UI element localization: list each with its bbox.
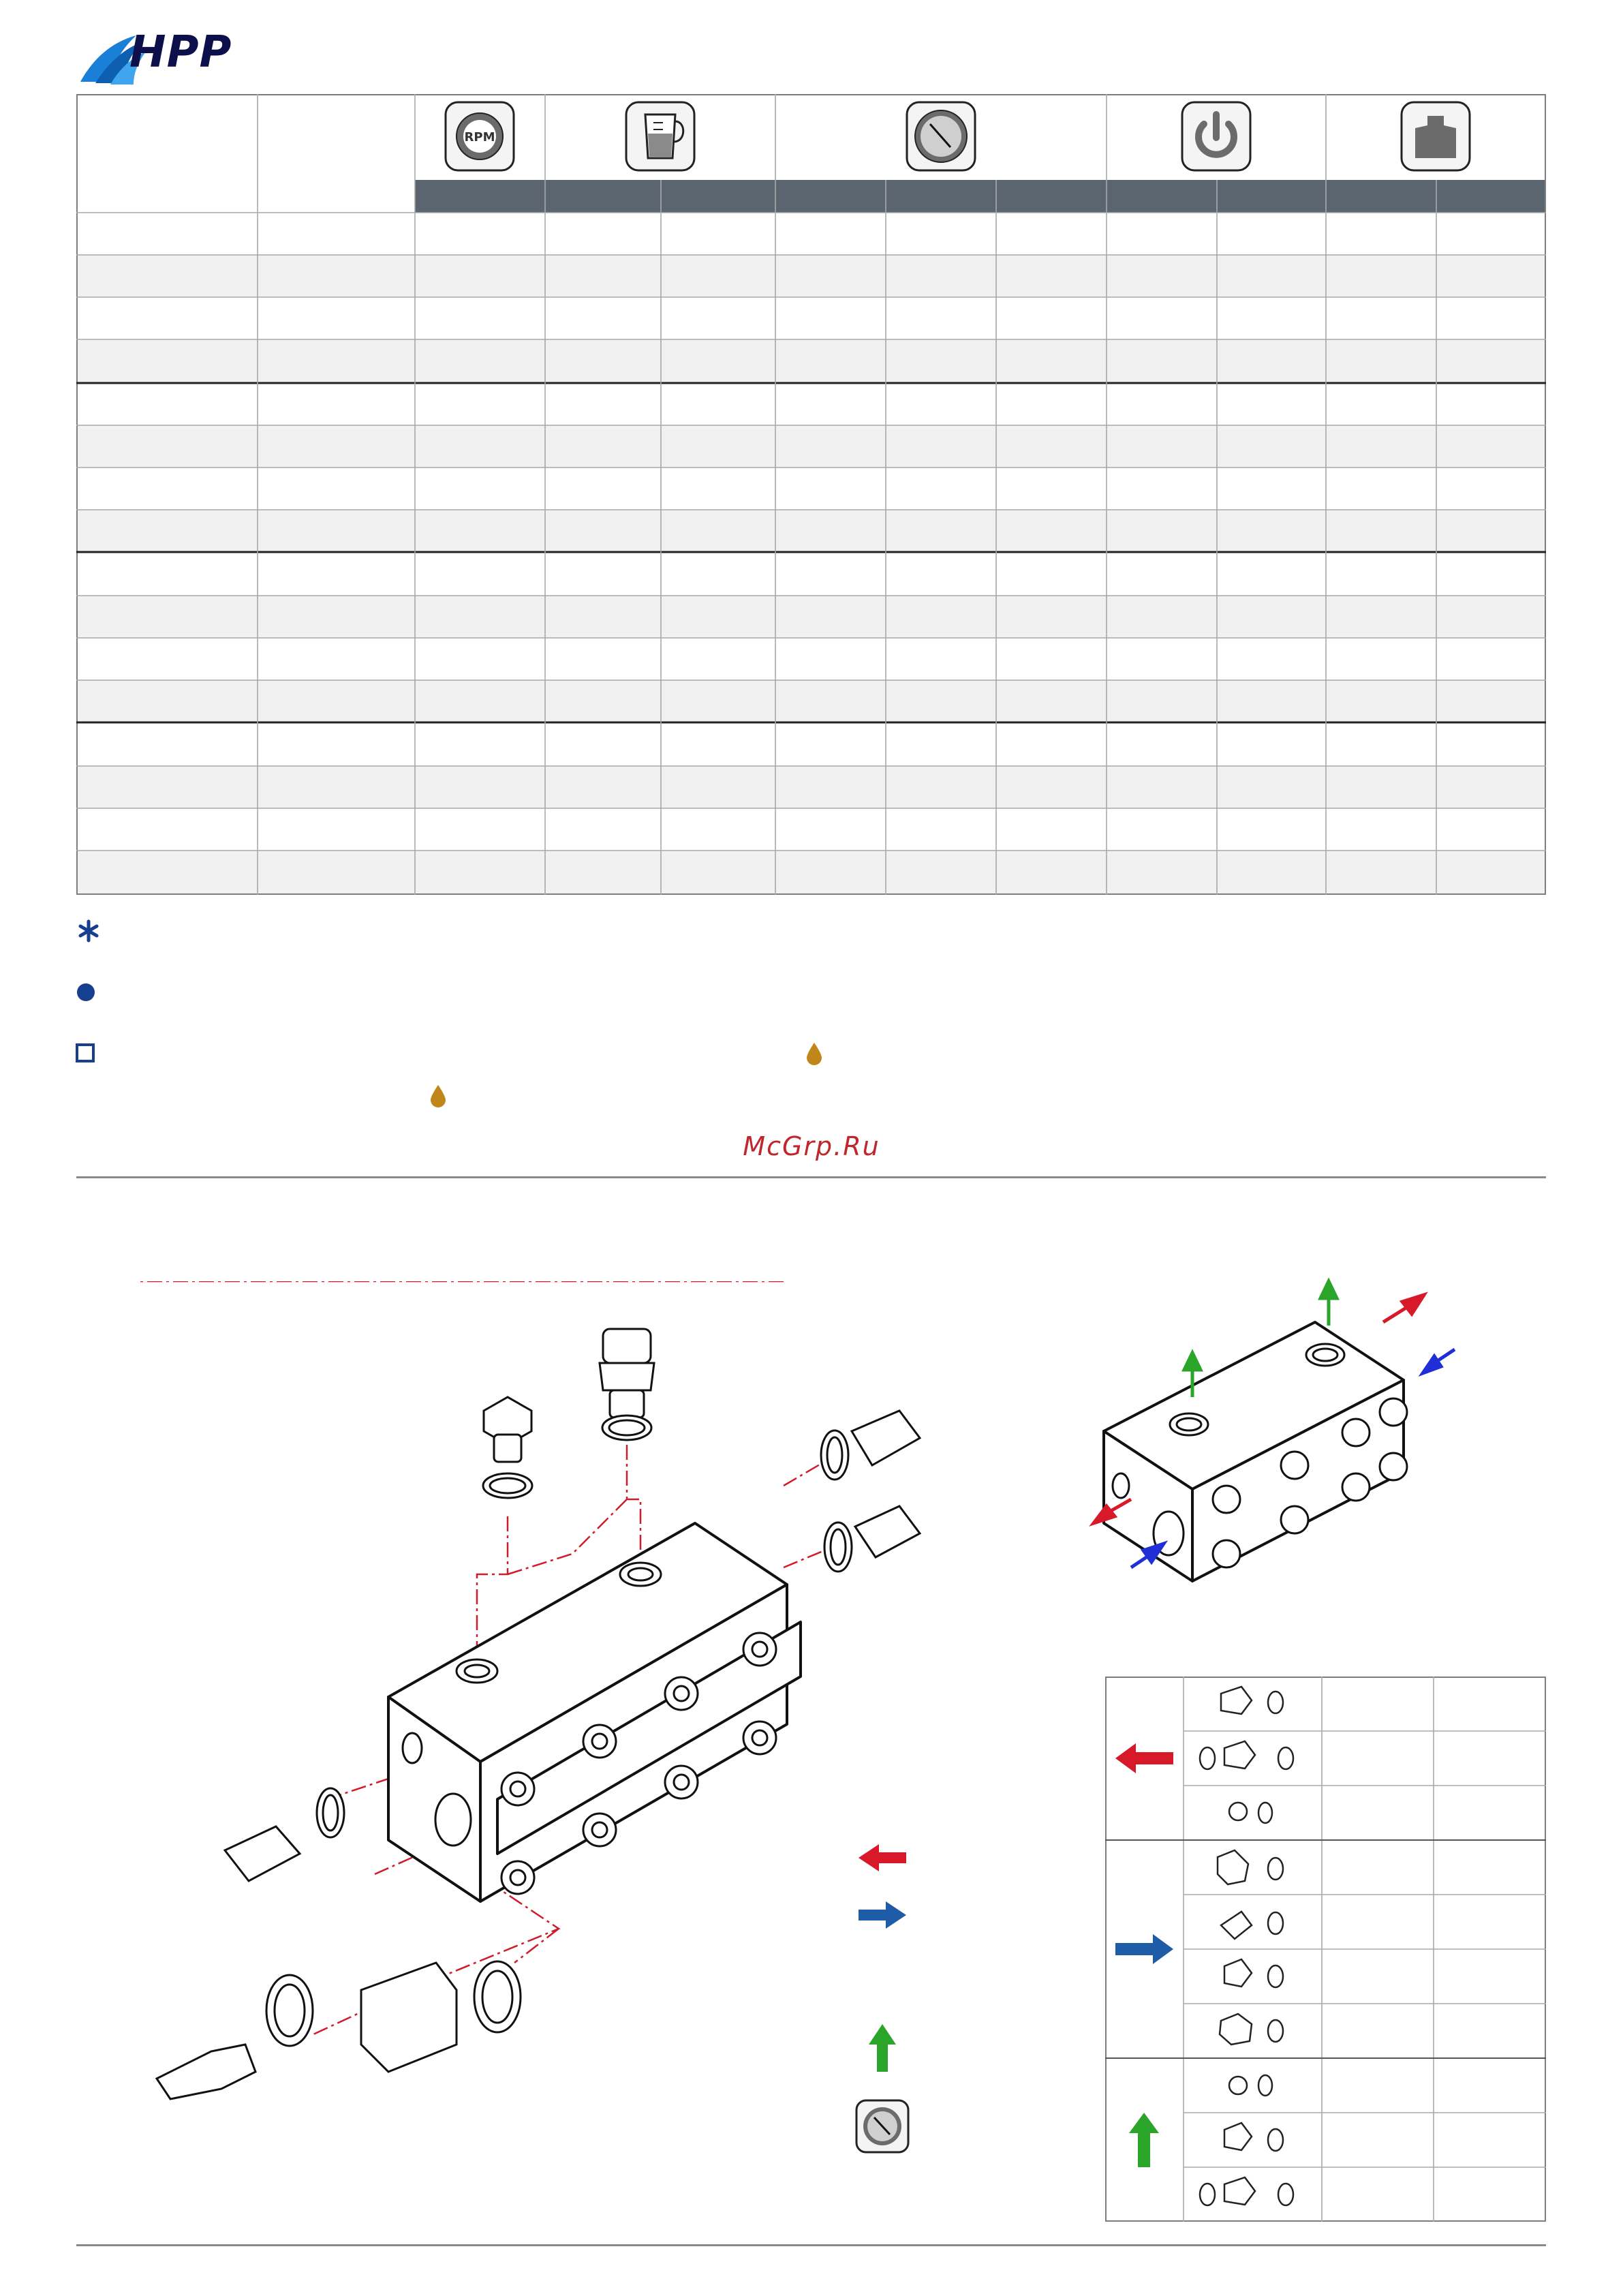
blue-right-arrow xyxy=(1115,1934,1173,1964)
pressure-gauge-icon xyxy=(907,102,975,170)
fitting-with-two-orings xyxy=(1221,1687,1283,1714)
arrow-legend xyxy=(838,1840,927,2222)
small-plug-with-oring xyxy=(1229,2075,1272,2096)
small-plug-with-oring xyxy=(1229,1803,1272,1823)
separator-line xyxy=(76,1176,1546,1178)
power-icon xyxy=(1182,102,1250,170)
rpm-icon xyxy=(446,102,514,170)
asterisk-icon xyxy=(75,917,102,945)
separator-line xyxy=(76,2244,1546,2246)
hose-tail-with-oring xyxy=(1221,1912,1283,1939)
fitting-with-oring xyxy=(1224,1959,1283,1987)
brand-name: HPP xyxy=(129,27,232,78)
oil-drop-icon xyxy=(804,1041,824,1066)
blue-right-arrow xyxy=(859,1901,906,1929)
spec-table xyxy=(76,94,1546,895)
manifold-exploded-drawing xyxy=(136,1281,940,2119)
fitting-table xyxy=(1105,1677,1546,2222)
dot-icon xyxy=(75,981,97,1003)
hex-plug-with-oring xyxy=(1220,2014,1283,2045)
header-band xyxy=(415,180,1546,213)
fitting-with-oring xyxy=(1224,2123,1283,2151)
square-icon xyxy=(75,1043,95,1063)
red-left-arrow xyxy=(859,1844,906,1871)
fitting-with-two-orings-both-sides xyxy=(1200,1741,1293,1769)
green-up-arrow xyxy=(1129,2113,1159,2167)
flow-jug-icon xyxy=(626,102,694,170)
watermark: McGrp.Ru xyxy=(743,1131,880,1161)
red-left-arrow xyxy=(1115,1743,1173,1773)
green-up-arrow xyxy=(869,2024,896,2072)
manifold-flow-diagram xyxy=(1083,1254,1492,1608)
oil-drop-icon xyxy=(428,1084,448,1108)
elbow-fitting-with-oring xyxy=(1218,1850,1283,1884)
weight-icon xyxy=(1402,102,1470,170)
rpm-icon-label: RPM xyxy=(464,130,495,144)
pressure-gauge-icon xyxy=(856,2100,908,2152)
fitting-with-two-orings-both-sides xyxy=(1200,2177,1293,2205)
